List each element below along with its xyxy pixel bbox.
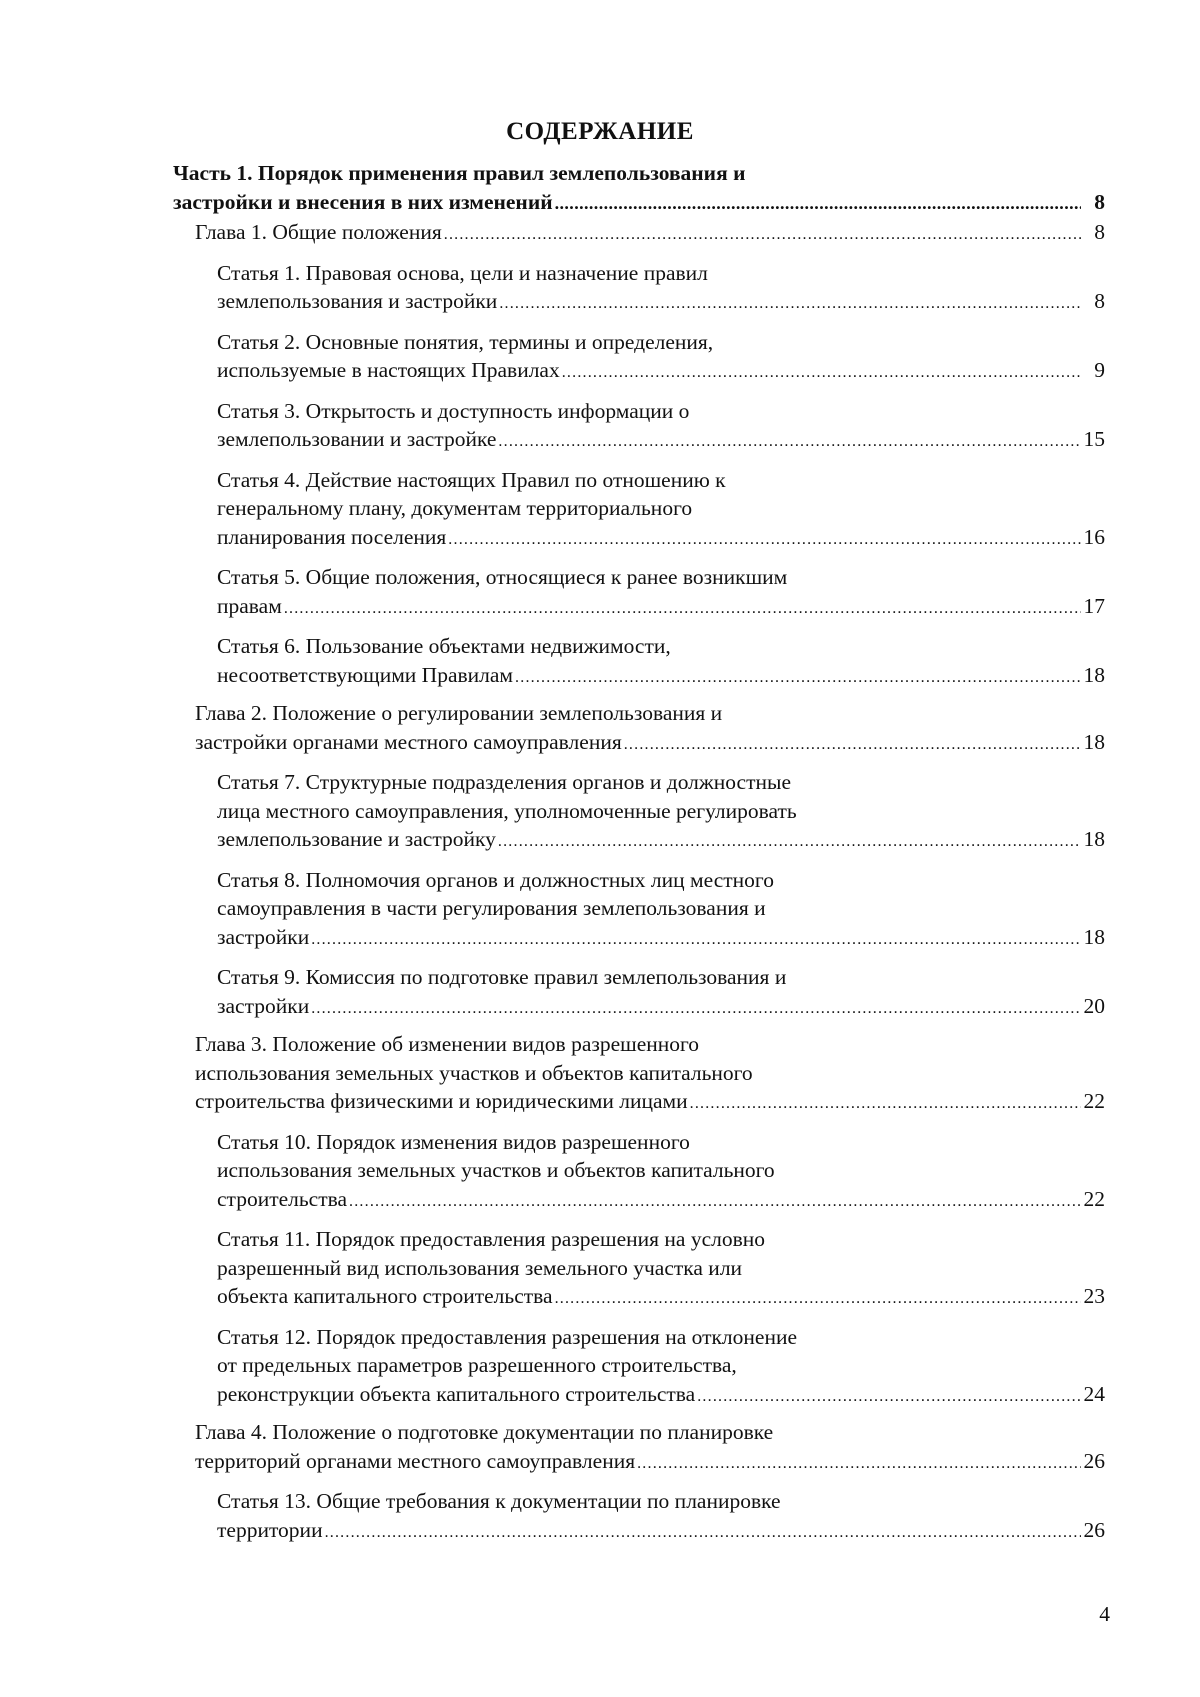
toc-entry-text: строительства [217,1186,348,1211]
dot-leader [349,1188,1081,1217]
toc-entry-text: территории [217,1517,323,1542]
dot-leader [637,1450,1081,1479]
toc-entry-text: объекта капитального строительства [217,1284,553,1308]
toc-entry-last-line [173,188,1105,218]
toc-page-number: 24 [1083,1381,1105,1406]
toc-entry-text: строительства физическими и юридическими лицами [195,1089,688,1113]
table-of-contents [173,159,1105,1547]
toc-entry-article[interactable] [217,768,1105,857]
toc-entry-last-line [217,1282,1105,1314]
toc-entry-chapter[interactable] [195,1418,1105,1478]
toc-page-number: 15 [1083,427,1105,451]
toc-entry-text: Глава 4. Положение о подготовке документации по планировке [195,1420,774,1444]
toc-entry-article[interactable] [217,963,1105,1023]
toc-entry-text: Статья 6. Пользование объектами недвижимости, [217,634,671,658]
toc-entry-last-line [217,356,1105,388]
toc-entry-text: Статья 7. Структурные подразделения органов и должностные [217,770,791,794]
toc-entry-text: Глава 1. Общие положения [195,220,442,244]
toc-entry-article[interactable] [217,1323,1105,1412]
toc-entry-article[interactable] [217,328,1105,388]
toc-page-number: 18 [1083,827,1105,851]
toc-entry-text: застройки [217,924,310,949]
toc-entry-chapter[interactable] [195,218,1105,250]
toc-entry-chapter[interactable] [195,1030,1105,1119]
toc-entry-text: планирования поселения [217,524,447,549]
dot-leader [515,664,1081,693]
toc-entry-text: землепользования и застройки [217,289,498,313]
dot-leader [697,1383,1081,1412]
dot-leader [284,595,1081,624]
dot-leader [448,526,1081,555]
toc-entry-last-line [217,992,1105,1024]
toc-entry-text: Статья 8. Полномочия органов и должностных лиц местного [217,867,774,892]
toc-entry-text: Статья 10. Порядок изменения видов разрешенного [217,1129,690,1154]
toc-entry-text: территорий органами местного самоуправления [195,1448,636,1473]
toc-entry-last-line [217,661,1105,693]
dot-leader [555,189,1081,218]
toc-entry-text: самоуправления в части регулирования землепользования и [217,896,766,920]
toc-page-number: 8 [1094,220,1105,244]
toc-page-number: 18 [1083,729,1105,754]
dot-leader [624,731,1081,760]
toc-page-number: 8 [1094,189,1105,214]
toc-entry-chapter[interactable] [195,699,1105,759]
toc-page-number: 18 [1083,662,1105,687]
toc-page-number: 22 [1083,1089,1105,1113]
dot-leader [690,1090,1081,1119]
toc-entry-last-line [217,425,1105,457]
toc-entry-text: застройки [217,993,310,1018]
toc-entry-text: землепользовании и застройке [217,427,497,451]
dot-leader [311,926,1081,955]
page-number: 4 [1099,1602,1110,1626]
toc-entry-last-line [217,1516,1105,1548]
toc-entry-article[interactable] [217,563,1105,623]
toc-entry-last-line [217,923,1105,955]
dot-leader [325,1519,1081,1548]
toc-entry-text: Статья 1. Правовая основа, цели и назначение правил [217,260,708,285]
toc-entry-last-line [217,287,1105,319]
toc-entry-text: используемые в настоящих Правилах [217,358,560,382]
toc-title: СОДЕРЖАНИЕ [506,118,694,145]
toc-entry-text: Статья 3. Открытость и доступность информации о [217,398,690,423]
toc-entry-last-line [217,592,1105,624]
toc-entry-article[interactable] [217,632,1105,692]
toc-entry-text: генеральному плану, документам территориального [217,496,693,520]
toc-page-number: 17 [1083,593,1105,618]
toc-page-number: 26 [1083,1448,1105,1473]
toc-entry-text: Статья 4. Действие настоящих Правил по отношению к [217,467,726,492]
dot-leader [555,1285,1081,1314]
toc-entry-text: Статья 2. Основные понятия, термины и определения, [217,329,714,354]
toc-page-number: 9 [1094,358,1105,382]
toc-entry-last-line [195,1447,1105,1479]
dot-leader [498,428,1081,457]
toc-entry-text: правам [217,593,282,618]
toc-entry-text: Статья 5. Общие положения, относящиеся к ранее возникшим [217,565,788,589]
toc-entry-text: землепользование и застройку [217,827,496,851]
toc-entry-part[interactable] [173,159,1105,217]
dot-leader [311,995,1081,1024]
toc-entry-text: застройки и внесения в них изменений [173,189,553,214]
toc-page-number: 18 [1083,924,1105,949]
dot-leader [499,290,1081,319]
toc-page-number: 8 [1094,289,1105,313]
toc-page-number: 22 [1083,1186,1105,1211]
toc-page-number: 20 [1083,993,1105,1018]
toc-entry-text: застройки органами местного самоуправления [195,729,622,754]
toc-entry-article[interactable] [217,466,1105,555]
toc-page-number: 16 [1083,524,1105,549]
toc-entry-text: Статья 9. Комиссия по подготовке правил землепользования и [217,965,787,989]
dot-leader [444,221,1081,250]
toc-entry-article[interactable] [217,1128,1105,1217]
toc-entry-text: несоответствующими Правилам [217,662,514,687]
toc-entry-text: Статья 12. Порядок предоставления разрешения на отклонение [217,1324,798,1349]
toc-entry-text: использования земельных участков и объектов капитального [195,1060,753,1085]
toc-entry-article[interactable] [217,1225,1105,1314]
toc-entry-last-line [195,218,1105,250]
toc-entry-last-line [217,1380,1105,1412]
toc-entry-last-line [195,728,1105,760]
toc-entry-text: реконструкции объекта капитального строительства [217,1381,696,1406]
toc-entry-text: Статья 11. Порядок предоставления разрешения на условно [217,1227,765,1251]
toc-entry-last-line [217,1185,1105,1217]
toc-entry-text: Глава 3. Положение об изменении видов разрешенного [195,1032,700,1056]
toc-entry-article[interactable] [217,866,1105,955]
dot-leader [498,828,1081,857]
toc-entry-text: использования земельных участков и объектов капитального [217,1158,775,1182]
toc-entry-article[interactable] [217,1487,1105,1547]
toc-entry-article[interactable] [217,259,1105,319]
toc-entry-text: Часть 1. Порядок применения правил землепользования и [173,161,746,185]
toc-entry-last-line [217,523,1105,555]
toc-entry-last-line [217,825,1105,857]
toc-entry-text: лица местного самоуправления, уполномоченные регулировать [217,798,797,823]
toc-entry-last-line [195,1087,1105,1119]
toc-entry-text: Глава 2. Положение о регулировании землепользования и [195,701,723,725]
toc-page-number: 23 [1083,1284,1105,1308]
toc-entry-text: Статья 13. Общие требования к документации по планировке [217,1489,781,1513]
toc-entry-text: разрешенный вид использования земельного участка или [217,1255,743,1280]
toc-page-number: 26 [1083,1517,1105,1542]
toc-entry-article[interactable] [217,397,1105,457]
toc-entry-text: от предельных параметров разрешенного строительства, [217,1353,737,1377]
dot-leader [562,359,1081,388]
